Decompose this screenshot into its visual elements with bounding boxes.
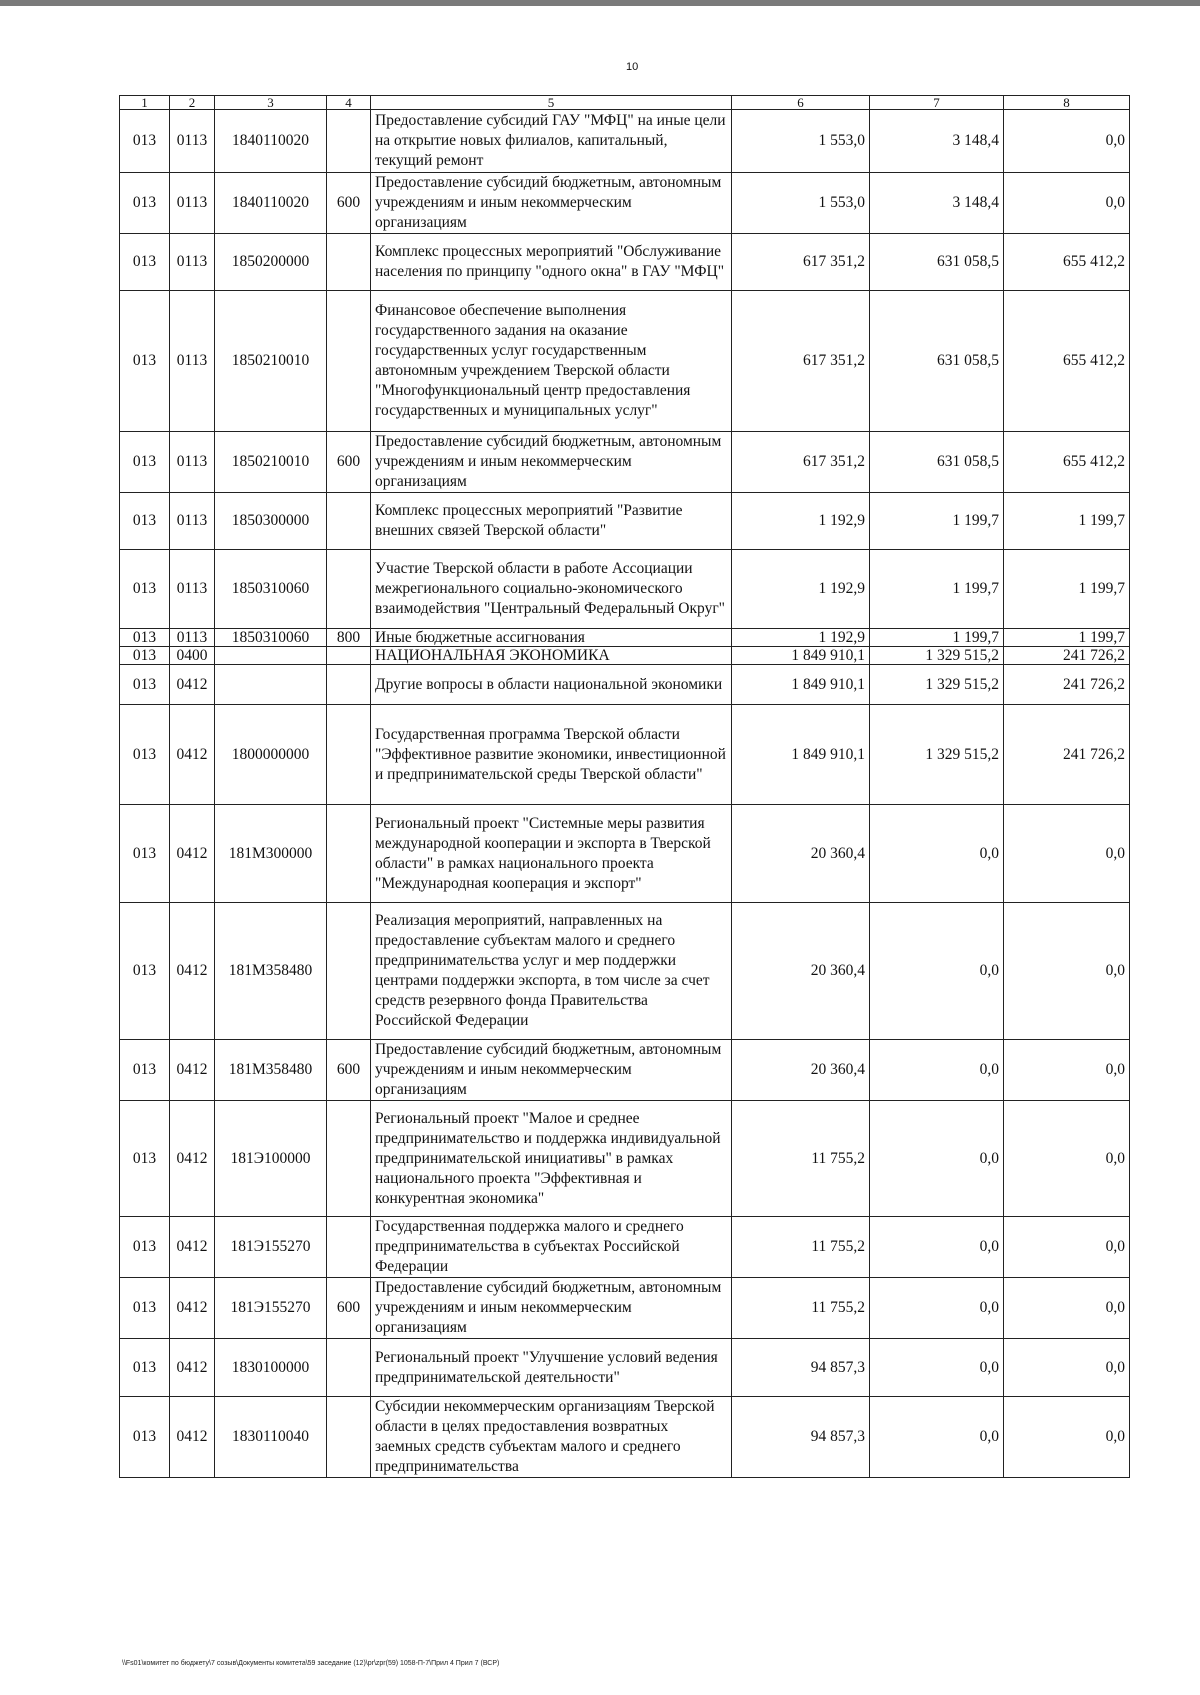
cell-target-article: 181М358480 (215, 903, 327, 1040)
cell-target-article: 1850300000 (215, 493, 327, 550)
cell-description: Комплекс процессных мероприятий "Развитие внешних связей Тверской области" (371, 493, 732, 550)
cell-amount-col7: 0,0 (870, 1397, 1004, 1478)
cell-target-article: 181Э155270 (215, 1217, 327, 1278)
cell-description: Региональный проект "Малое и среднее предпринимательство и поддержка индивидуальной предпринимательской инициативы" в рамках национального проекта "Эффективная и конкурентная экономика" (371, 1101, 732, 1217)
cell-section-code: 0412 (170, 705, 215, 805)
cell-amount-col6: 617 351,2 (732, 291, 870, 432)
cell-expense-type (327, 110, 371, 173)
cell-target-article: 1850210010 (215, 291, 327, 432)
cell-amount-col7: 1 329 515,2 (870, 705, 1004, 805)
cell-target-article: 1850310060 (215, 629, 327, 647)
cell-description: Региональный проект "Системные меры развития международной кооперации и экспорта в Тверской области" в рамках национального проекта "Международная кооперация и экспорт" (371, 805, 732, 903)
cell-amount-col8: 0,0 (1004, 903, 1130, 1040)
cell-department-code: 013 (120, 647, 170, 665)
column-header: 4 (327, 96, 371, 110)
column-header: 5 (371, 96, 732, 110)
cell-amount-col6: 1 192,9 (732, 550, 870, 629)
cell-expense-type (327, 903, 371, 1040)
cell-expense-type (327, 665, 371, 705)
cell-description: Субсидии некоммерческим организациям Тверской области в целях предоставления возвратных заемных средств субъектам малого и среднего предпринимательства (371, 1397, 732, 1478)
cell-amount-col8: 0,0 (1004, 1217, 1130, 1278)
table-row (120, 432, 1130, 493)
cell-amount-col6: 94 857,3 (732, 1339, 870, 1397)
cell-description: Иные бюджетные ассигнования (371, 629, 732, 647)
cell-amount-col8: 0,0 (1004, 1101, 1130, 1217)
cell-description: Предоставление субсидий бюджетным, автономным учреждениям и иным некоммерческим организациям (371, 1278, 732, 1339)
cell-expense-type (327, 705, 371, 805)
footer-file-path: \\Fs01\комитет по бюджету\7 созыв\Документы комитета\59 заседание (12)\pr\zpr(59) 1058-П-7\Прил 4 Прил 7 (ВСР) (122, 1660, 500, 1667)
cell-department-code: 013 (120, 1339, 170, 1397)
cell-description: НАЦИОНАЛЬНАЯ ЭКОНОМИКА (371, 647, 732, 665)
cell-target-article: 1840110020 (215, 173, 327, 234)
cell-amount-col6: 1 849 910,1 (732, 665, 870, 705)
cell-amount-col6: 1 192,9 (732, 493, 870, 550)
cell-amount-col7: 631 058,5 (870, 432, 1004, 493)
cell-target-article: 1830110040 (215, 1397, 327, 1478)
cell-department-code: 013 (120, 550, 170, 629)
cell-department-code: 013 (120, 173, 170, 234)
cell-amount-col8: 0,0 (1004, 1040, 1130, 1101)
table-row (120, 665, 1130, 705)
cell-section-code: 0113 (170, 493, 215, 550)
cell-section-code: 0113 (170, 110, 215, 173)
cell-expense-type (327, 1397, 371, 1478)
cell-section-code: 0412 (170, 665, 215, 705)
cell-expense-type: 800 (327, 629, 371, 647)
cell-target-article: 181Э100000 (215, 1101, 327, 1217)
cell-amount-col8: 0,0 (1004, 110, 1130, 173)
cell-section-code: 0113 (170, 173, 215, 234)
cell-expense-type (327, 493, 371, 550)
cell-amount-col7: 1 329 515,2 (870, 665, 1004, 705)
cell-expense-type: 600 (327, 173, 371, 234)
cell-amount-col6: 20 360,4 (732, 1040, 870, 1101)
cell-amount-col7: 631 058,5 (870, 234, 1004, 291)
cell-amount-col8: 0,0 (1004, 805, 1130, 903)
table-row (120, 550, 1130, 629)
cell-department-code: 013 (120, 1278, 170, 1339)
table-row (120, 1217, 1130, 1278)
cell-section-code: 0412 (170, 1278, 215, 1339)
cell-amount-col6: 11 755,2 (732, 1217, 870, 1278)
cell-amount-col8: 241 726,2 (1004, 705, 1130, 805)
table-row (120, 493, 1130, 550)
cell-section-code: 0113 (170, 629, 215, 647)
cell-expense-type: 600 (327, 1040, 371, 1101)
cell-department-code: 013 (120, 629, 170, 647)
cell-expense-type (327, 1339, 371, 1397)
cell-amount-col6: 1 849 910,1 (732, 705, 870, 805)
cell-amount-col7: 0,0 (870, 1339, 1004, 1397)
cell-amount-col8: 1 199,7 (1004, 629, 1130, 647)
table-row (120, 110, 1130, 173)
cell-amount-col7: 0,0 (870, 1040, 1004, 1101)
cell-department-code: 013 (120, 1101, 170, 1217)
table-row (120, 173, 1130, 234)
cell-amount-col6: 1 192,9 (732, 629, 870, 647)
cell-description: Реализация мероприятий, направленных на предоставление субъектам малого и среднего предпринимательства услуг и мер поддержки центрами поддержки экспорта, в том числе за счет средств резервного фонда Правительства Российской Федерации (371, 903, 732, 1040)
cell-amount-col6: 1 553,0 (732, 173, 870, 234)
cell-expense-type (327, 291, 371, 432)
cell-department-code: 013 (120, 291, 170, 432)
cell-description: Государственная программа Тверской области "Эффективное развитие экономики, инвестиционной и предпринимательской среды Тверской области" (371, 705, 732, 805)
table-row (120, 291, 1130, 432)
cell-expense-type (327, 805, 371, 903)
cell-section-code: 0113 (170, 234, 215, 291)
cell-target-article: 1850310060 (215, 550, 327, 629)
cell-description: Комплекс процессных мероприятий "Обслуживание населения по принципу "одного окна" в ГАУ "МФЦ" (371, 234, 732, 291)
cell-description: Финансовое обеспечение выполнения государственного задания на оказание государственных услуг государственным автономным учреждением Тверской области "Многофункциональный центр предоставления государственных и муниципальных услуг" (371, 291, 732, 432)
cell-amount-col7: 1 199,7 (870, 550, 1004, 629)
cell-description: Участие Тверской области в работе Ассоциации межрегионального социально-экономического взаимодействия "Центральный Федеральный Округ" (371, 550, 732, 629)
cell-amount-col7: 0,0 (870, 903, 1004, 1040)
cell-target-article (215, 647, 327, 665)
cell-department-code: 013 (120, 665, 170, 705)
cell-amount-col6: 617 351,2 (732, 234, 870, 291)
cell-amount-col6: 617 351,2 (732, 432, 870, 493)
cell-amount-col7: 3 148,4 (870, 173, 1004, 234)
cell-amount-col7: 1 329 515,2 (870, 647, 1004, 665)
table-row (120, 705, 1130, 805)
cell-amount-col7: 0,0 (870, 1101, 1004, 1217)
column-header: 6 (732, 96, 870, 110)
cell-amount-col7: 3 148,4 (870, 110, 1004, 173)
cell-target-article: 1850210010 (215, 432, 327, 493)
cell-target-article: 181Э155270 (215, 1278, 327, 1339)
cell-section-code: 0412 (170, 1217, 215, 1278)
cell-department-code: 013 (120, 1217, 170, 1278)
cell-department-code: 013 (120, 903, 170, 1040)
cell-description: Региональный проект "Улучшение условий ведения предпринимательской деятельности" (371, 1339, 732, 1397)
cell-description: Государственная поддержка малого и среднего предпринимательства в субъектах Российской Федерации (371, 1217, 732, 1278)
table-row (120, 805, 1130, 903)
cell-description: Предоставление субсидий бюджетным, автономным учреждениям и иным некоммерческим организациям (371, 1040, 732, 1101)
cell-section-code: 0412 (170, 805, 215, 903)
top-edge-rule (0, 0, 1200, 6)
cell-amount-col8: 655 412,2 (1004, 291, 1130, 432)
cell-section-code: 0113 (170, 550, 215, 629)
cell-amount-col6: 11 755,2 (732, 1278, 870, 1339)
cell-expense-type (327, 234, 371, 291)
cell-target-article: 1800000000 (215, 705, 327, 805)
cell-amount-col6: 20 360,4 (732, 805, 870, 903)
cell-amount-col6: 11 755,2 (732, 1101, 870, 1217)
cell-amount-col6: 94 857,3 (732, 1397, 870, 1478)
cell-amount-col8: 655 412,2 (1004, 234, 1130, 291)
table-row (120, 629, 1130, 647)
cell-description: Предоставление субсидий бюджетным, автономным учреждениям и иным некоммерческим организациям (371, 432, 732, 493)
cell-expense-type: 600 (327, 1278, 371, 1339)
cell-section-code: 0412 (170, 1040, 215, 1101)
column-header: 3 (215, 96, 327, 110)
cell-amount-col7: 0,0 (870, 805, 1004, 903)
table-row (120, 234, 1130, 291)
table-row (120, 1040, 1130, 1101)
cell-section-code: 0412 (170, 1101, 215, 1217)
cell-target-article (215, 665, 327, 705)
cell-amount-col7: 1 199,7 (870, 629, 1004, 647)
table-body (120, 110, 1130, 1478)
cell-expense-type (327, 550, 371, 629)
column-header: 7 (870, 96, 1004, 110)
cell-target-article: 1840110020 (215, 110, 327, 173)
cell-amount-col6: 1 553,0 (732, 110, 870, 173)
cell-amount-col6: 20 360,4 (732, 903, 870, 1040)
cell-description: Другие вопросы в области национальной экономики (371, 665, 732, 705)
page-number: 10 (626, 61, 639, 73)
cell-target-article: 1850200000 (215, 234, 327, 291)
cell-department-code: 013 (120, 1397, 170, 1478)
cell-amount-col7: 1 199,7 (870, 493, 1004, 550)
column-number-row (120, 96, 1130, 110)
table-row (120, 1278, 1130, 1339)
cell-target-article: 181М358480 (215, 1040, 327, 1101)
cell-amount-col8: 0,0 (1004, 1339, 1130, 1397)
budget-table (119, 95, 1130, 1478)
cell-amount-col8: 241 726,2 (1004, 665, 1130, 705)
column-header: 1 (120, 96, 170, 110)
cell-department-code: 013 (120, 432, 170, 493)
cell-expense-type (327, 1101, 371, 1217)
cell-section-code: 0113 (170, 432, 215, 493)
cell-amount-col8: 0,0 (1004, 1397, 1130, 1478)
cell-expense-type: 600 (327, 432, 371, 493)
cell-amount-col8: 655 412,2 (1004, 432, 1130, 493)
cell-department-code: 013 (120, 493, 170, 550)
cell-amount-col8: 241 726,2 (1004, 647, 1130, 665)
cell-section-code: 0113 (170, 291, 215, 432)
cell-amount-col7: 0,0 (870, 1217, 1004, 1278)
cell-description: Предоставление субсидий бюджетным, автономным учреждениям и иным некоммерческим организациям (371, 173, 732, 234)
cell-section-code: 0412 (170, 1397, 215, 1478)
cell-amount-col6: 1 849 910,1 (732, 647, 870, 665)
table-row (120, 1397, 1130, 1478)
cell-expense-type (327, 1217, 371, 1278)
cell-section-code: 0412 (170, 903, 215, 1040)
cell-amount-col8: 0,0 (1004, 1278, 1130, 1339)
table-row (120, 1101, 1130, 1217)
cell-amount-col8: 0,0 (1004, 173, 1130, 234)
cell-department-code: 013 (120, 705, 170, 805)
cell-department-code: 013 (120, 1040, 170, 1101)
column-header: 2 (170, 96, 215, 110)
cell-expense-type (327, 647, 371, 665)
table-row (120, 647, 1130, 665)
cell-amount-col7: 0,0 (870, 1278, 1004, 1339)
cell-amount-col8: 1 199,7 (1004, 550, 1130, 629)
cell-department-code: 013 (120, 110, 170, 173)
table-row (120, 1339, 1130, 1397)
cell-department-code: 013 (120, 234, 170, 291)
column-header: 8 (1004, 96, 1130, 110)
cell-section-code: 0400 (170, 647, 215, 665)
cell-amount-col8: 1 199,7 (1004, 493, 1130, 550)
cell-department-code: 013 (120, 805, 170, 903)
cell-amount-col7: 631 058,5 (870, 291, 1004, 432)
cell-target-article: 181М300000 (215, 805, 327, 903)
table-row (120, 903, 1130, 1040)
cell-target-article: 1830100000 (215, 1339, 327, 1397)
cell-description: Предоставление субсидий ГАУ "МФЦ" на иные цели на открытие новых филиалов, капитальный, текущий ремонт (371, 110, 732, 173)
cell-section-code: 0412 (170, 1339, 215, 1397)
